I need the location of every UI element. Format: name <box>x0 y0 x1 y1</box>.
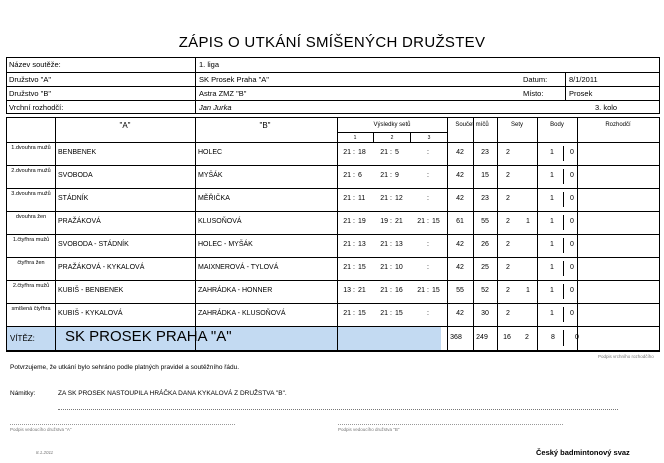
score-separator: : <box>427 241 429 248</box>
grid-line <box>7 326 659 327</box>
points-b: 15 <box>481 172 489 179</box>
set-1-score-b: 19 <box>358 218 366 225</box>
set-2-score-a: 21 <box>380 241 388 248</box>
body-b: 0 <box>570 310 574 317</box>
grid-line <box>7 257 659 258</box>
grid-line <box>447 118 448 351</box>
match-header <box>6 57 660 114</box>
grid-line <box>537 118 538 351</box>
footer-date: 8.1.2011 <box>36 450 54 455</box>
set-1-score-a: 21 <box>343 149 351 156</box>
set-3-score-b: 15 <box>432 287 440 294</box>
body-a: 1 <box>550 310 554 317</box>
team-a-row <box>7 72 659 86</box>
set-2-score-a: 21 <box>380 195 388 202</box>
sets-a: 2 <box>506 310 510 317</box>
points-a: 42 <box>456 195 464 202</box>
set-2-score-b: 12 <box>395 195 403 202</box>
set-1-score-b: 21 <box>358 287 366 294</box>
set-1-score-b: 18 <box>358 149 366 156</box>
set-1-score-a: 21 <box>343 241 351 248</box>
grid-line <box>410 132 411 142</box>
place-value: Prosek <box>569 89 593 98</box>
grid-line <box>563 307 564 322</box>
body-a: 1 <box>550 241 554 248</box>
grid-line <box>577 118 578 351</box>
body-b: 0 <box>570 241 574 248</box>
sets-a: 2 <box>506 218 510 225</box>
score-separator: : <box>353 218 355 225</box>
discipline-label: dvouhra žen <box>15 214 47 220</box>
sets-a: 2 <box>506 149 510 156</box>
signature-caption-a: Podpis vedoucího družstva "A" <box>10 427 72 432</box>
player-b: MYŠÁK <box>198 172 223 179</box>
notes-label: Námitky: <box>10 390 36 397</box>
set-2-score-b: 13 <box>395 241 403 248</box>
col-a-header: "A" <box>119 121 131 130</box>
set-num-2: 2 <box>390 135 394 141</box>
score-separator: : <box>353 241 355 248</box>
discipline-label: 1.dvouhra mužů <box>11 145 51 151</box>
score-separator: : <box>427 195 429 202</box>
set-1-score-a: 21 <box>343 218 351 225</box>
total-sets-b: 2 <box>525 334 529 341</box>
set-1-score-b: 11 <box>358 195 366 202</box>
score-separator: : <box>427 149 429 156</box>
set-2-score-b: 10 <box>395 264 403 271</box>
discipline-label: 2.dvouhra mužů <box>11 168 51 174</box>
grid-line <box>473 118 474 351</box>
body-a: 1 <box>550 195 554 202</box>
score-separator: : <box>427 264 429 271</box>
set-1-score-a: 13 <box>343 287 351 294</box>
set-2-score-a: 21 <box>380 264 388 271</box>
referee-row <box>7 100 659 114</box>
team-b-label: Družstvo "B" <box>9 89 52 98</box>
points-b: 23 <box>481 195 489 202</box>
discipline-label: 1.čtyřhra mužů <box>12 237 50 243</box>
set-1-score-b: 13 <box>358 241 366 248</box>
points-a: 55 <box>456 287 464 294</box>
score-separator: : <box>427 310 429 317</box>
place-label: Místo: <box>523 89 544 98</box>
col-sets-won-header: Sety <box>510 122 523 128</box>
score-separator: : <box>390 172 392 179</box>
score-separator: : <box>390 287 392 294</box>
set-2-score-b: 21 <box>395 218 403 225</box>
grid-line <box>337 132 447 133</box>
winner-value: SK PROSEK PRAHA "A" <box>65 328 232 345</box>
grid-line <box>497 118 498 351</box>
results-table <box>6 117 660 352</box>
body-b: 0 <box>570 287 574 294</box>
score-separator: : <box>390 149 392 156</box>
signature-line-b <box>338 424 563 425</box>
score-separator: : <box>390 241 392 248</box>
col-sets-header: Výsledky setů <box>373 122 411 128</box>
grid-line <box>7 188 659 189</box>
competition-label: Název soutěže: <box>9 60 61 69</box>
grid-line <box>563 238 564 253</box>
body-a: 1 <box>550 287 554 294</box>
grid-line <box>563 284 564 299</box>
body-b: 0 <box>570 172 574 179</box>
body-a: 1 <box>550 264 554 271</box>
score-separator: : <box>427 172 429 179</box>
competition-row <box>7 58 659 72</box>
player-a: PRAŽÁKOVÁ - KYKALOVÁ <box>58 264 145 271</box>
grid-line <box>55 118 56 351</box>
points-a: 42 <box>456 172 464 179</box>
set-2-score-a: 21 <box>380 310 388 317</box>
player-a: BENBENEK <box>58 149 97 156</box>
score-separator: : <box>390 218 392 225</box>
set-1-score-a: 21 <box>343 172 351 179</box>
player-a: STÁDNÍK <box>58 195 89 202</box>
sets-a: 2 <box>506 287 510 294</box>
points-a: 42 <box>456 149 464 156</box>
set-2-score-b: 5 <box>395 149 399 156</box>
player-a: PRAŽÁKOVÁ <box>58 218 101 225</box>
score-separator: : <box>427 218 429 225</box>
score-separator: : <box>390 195 392 202</box>
player-b: ZAHRÁDKA - KLUSOŇOVÁ <box>198 310 286 317</box>
organization-name: Český badmintonový svaz <box>536 448 630 457</box>
total-points-a: 368 <box>450 334 462 341</box>
grid-line <box>7 303 659 304</box>
sets-a: 2 <box>506 195 510 202</box>
body-b: 0 <box>570 264 574 271</box>
body-b: 0 <box>570 195 574 202</box>
player-b: HOLEC - MYŠÁK <box>198 241 253 248</box>
notes-text: ZA SK PROSEK NASTOUPILA HRÁČKA DANA KYKALOVÁ Z DRUŽSTVA "B". <box>58 390 287 397</box>
player-a: KUBIŠ - BENBENEK <box>58 287 124 294</box>
referee-value: Jan Jurka <box>199 103 232 112</box>
set-3-score-b: 15 <box>432 218 440 225</box>
player-a: SVOBODA - STÁDNÍK <box>58 241 129 248</box>
points-a: 42 <box>456 241 464 248</box>
round-value: 3. kolo <box>595 103 618 112</box>
discipline-label: čtyřhra žen <box>17 260 45 266</box>
discipline-label: 3.dvouhra mužů <box>11 191 51 197</box>
score-separator: : <box>353 149 355 156</box>
sets-a: 2 <box>506 172 510 179</box>
grid-line <box>563 169 564 184</box>
set-3-score-a: 21 <box>417 287 425 294</box>
set-2-score-b: 16 <box>395 287 403 294</box>
points-b: 26 <box>481 241 489 248</box>
score-separator: : <box>427 287 429 294</box>
grid-line <box>195 118 196 351</box>
referee-signature-caption: Podpis vrchního rozhodčího <box>598 354 654 359</box>
page-title: ZÁPIS O UTKÁNÍ SMÍŠENÝCH DRUŽSTEV <box>178 34 486 51</box>
team-a-value: SK Prosek Praha "A" <box>199 75 269 84</box>
set-2-score-a: 21 <box>380 287 388 294</box>
points-a: 61 <box>456 218 464 225</box>
grid-line <box>563 146 564 161</box>
sets-b: 1 <box>526 287 530 294</box>
points-a: 42 <box>456 264 464 271</box>
total-sets-a: 16 <box>503 334 511 341</box>
winner-label: VÍTĚZ: <box>10 334 35 343</box>
score-separator: : <box>353 172 355 179</box>
col-b-header: "B" <box>259 121 271 130</box>
total-points-b: 249 <box>476 334 488 341</box>
score-separator: : <box>353 310 355 317</box>
grid-line <box>7 142 659 143</box>
player-a: KUBIŠ - KYKALOVÁ <box>58 310 123 317</box>
referee-label: Vrchní rozhodčí: <box>9 103 64 112</box>
grid-line <box>337 118 338 351</box>
grid-line <box>7 350 659 351</box>
player-a: SVOBODA <box>58 172 93 179</box>
sets-a: 2 <box>506 241 510 248</box>
col-referee-header: Rozhodčí <box>605 122 631 128</box>
set-2-score-a: 19 <box>380 218 388 225</box>
notes-line <box>58 409 618 410</box>
set-2-score-b: 9 <box>395 172 399 179</box>
sets-b: 1 <box>526 218 530 225</box>
set-1-score-b: 6 <box>358 172 362 179</box>
grid-line <box>563 330 564 346</box>
set-2-score-a: 21 <box>380 172 388 179</box>
discipline-label: smíšená čtyřhra <box>11 306 51 312</box>
player-b: MAIXNEROVÁ - TYLOVÁ <box>198 264 279 271</box>
body-b: 0 <box>570 149 574 156</box>
signature-line-a <box>10 424 235 425</box>
body-b: 0 <box>570 218 574 225</box>
grid-line <box>7 280 659 281</box>
set-num-3: 3 <box>427 135 431 141</box>
total-body-b: 0 <box>575 334 579 341</box>
body-a: 1 <box>550 218 554 225</box>
score-separator: : <box>353 287 355 294</box>
player-b: KLUSOŇOVÁ <box>198 218 242 225</box>
col-body-header: Body <box>550 122 564 128</box>
score-separator: : <box>390 264 392 271</box>
player-b: HOLEC <box>198 149 223 156</box>
set-2-score-a: 21 <box>380 149 388 156</box>
grid-line <box>7 234 659 235</box>
total-body-a: 8 <box>551 334 555 341</box>
set-1-score-a: 21 <box>343 310 351 317</box>
set-1-score-b: 15 <box>358 264 366 271</box>
grid-line <box>563 192 564 207</box>
team-b-row <box>7 86 659 100</box>
set-3-score-a: 21 <box>417 218 425 225</box>
grid-line <box>563 215 564 230</box>
sets-a: 2 <box>506 264 510 271</box>
grid-line <box>373 132 374 142</box>
set-1-score-a: 21 <box>343 195 351 202</box>
points-b: 52 <box>481 287 489 294</box>
body-a: 1 <box>550 172 554 179</box>
signature-caption-b: Podpis vedoucího družstva "B" <box>338 427 400 432</box>
points-b: 30 <box>481 310 489 317</box>
points-b: 23 <box>481 149 489 156</box>
set-1-score-b: 15 <box>358 310 366 317</box>
points-a: 42 <box>456 310 464 317</box>
grid-line <box>7 165 659 166</box>
grid-line <box>563 261 564 276</box>
col-points-header: Součet míčů <box>455 122 489 128</box>
confirmation-text: Potvrzujeme, že utkání bylo sehráno podle platných pravidel a soutěžního řádu. <box>10 364 240 371</box>
body-a: 1 <box>550 149 554 156</box>
discipline-label: 2.čtyřhra mužů <box>12 283 50 289</box>
date-value: 8/1/2011 <box>569 75 598 84</box>
player-b: MĚŘIČKA <box>198 195 230 202</box>
score-separator: : <box>353 195 355 202</box>
date-label: Datum: <box>523 75 548 84</box>
score-separator: : <box>390 310 392 317</box>
score-separator: : <box>353 264 355 271</box>
team-a-label: Družstvo "A" <box>9 75 52 84</box>
set-2-score-b: 15 <box>395 310 403 317</box>
grid-line <box>7 211 659 212</box>
points-b: 25 <box>481 264 489 271</box>
set-1-score-a: 21 <box>343 264 351 271</box>
player-b: ZAHRÁDKA - HONNER <box>198 287 273 294</box>
set-num-1: 1 <box>353 135 357 141</box>
points-b: 55 <box>481 218 489 225</box>
competition-value: 1. liga <box>199 60 220 69</box>
team-b-value: Astra ZMZ "B" <box>199 89 247 98</box>
